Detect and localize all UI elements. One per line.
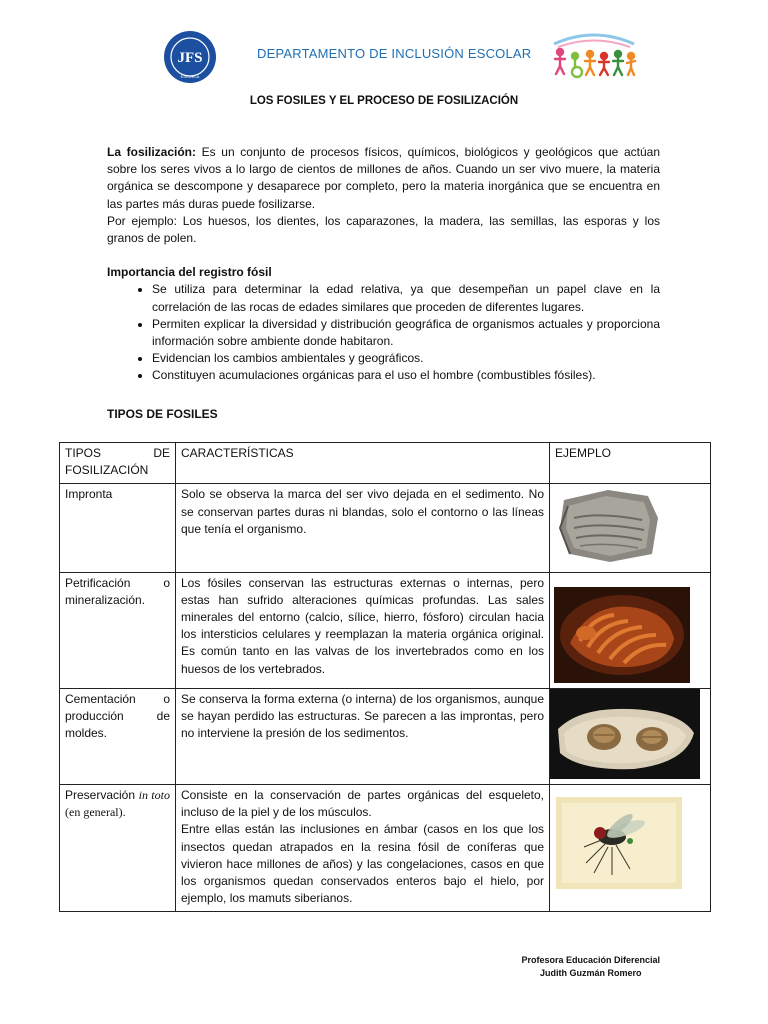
- definition-term: La fosilización:: [107, 145, 196, 159]
- page-header: [0, 26, 768, 90]
- list-item: • Evidencian los cambios ambientales y geográficos.: [152, 350, 660, 367]
- department-title: DEPARTAMENTO DE INCLUSIÓN ESCOLAR: [257, 46, 532, 61]
- svg-text:ESCUELA: ESCUELA: [180, 74, 200, 79]
- example-cell: [550, 688, 711, 784]
- characteristics-cell: Solo se observa la marca del ser vivo dejada en el sedimento. No se conservan partes duras ni blandas, solo el contorno o las líneas que tenía el organismo.: [176, 484, 550, 572]
- svg-text:JFS: JFS: [177, 50, 203, 66]
- trilobite-molds-image: [550, 689, 700, 779]
- definition-paragraph: [107, 144, 660, 213]
- type-cell: [60, 785, 176, 912]
- list-item: • Constituyen acumulaciones orgánicas para el uso el hombre (combustibles fósiles).: [152, 367, 660, 384]
- list-item: • Permiten explicar la diversidad y distribución geográfica de organismos actuales y proporciona información sobre ambiente donde habitaron.: [152, 316, 660, 350]
- intro-section: [107, 144, 660, 385]
- importance-heading: Importancia del registro fósil: [107, 265, 272, 280]
- characteristics-text: Consiste en la conservación de partes orgánicas del esqueleto, incluso de la piel y de los músculos.: [181, 788, 544, 820]
- characteristics-cell: Se conserva la forma externa (o interna) de los organismos, aunque se hayan perdido las estructuras. Se parecen a las improntas, pero no interviene la presión de los sedimentos.: [176, 688, 550, 784]
- table-row: [60, 688, 711, 784]
- type-italic: in toto: [138, 788, 170, 803]
- footer-role: Profesora Educación Diferencial: [521, 955, 660, 965]
- definition-text: Es un conjunto de procesos físicos, químicos, biológicos y geológicos que actúan sobre los seres vivos a lo largo de cientos de millones de años. Cuando un ser vivo muere, la materia orgánica se descompone y desaparece por completo, pero la materia inorgánica que se encuentra en las partes más duras puede fosilizarse.: [107, 145, 660, 211]
- table-header-row: [60, 443, 711, 484]
- type-main: Preservación: [65, 788, 136, 803]
- imprint-fossil-image: [550, 484, 700, 566]
- header-types-line1: TIPOS DE: [65, 446, 170, 460]
- example-cell: [550, 785, 711, 912]
- type-cell: Impronta: [60, 484, 176, 572]
- example-paragraph: Por ejemplo: Los huesos, los dientes, los caparazones, la madera, las semillas, las esporas y los granos de polen.: [107, 213, 660, 246]
- fossil-types-table: [59, 442, 711, 912]
- table-row: [60, 484, 711, 572]
- type-cell: Cementación o producción de moldes.: [60, 688, 176, 784]
- header-cell-example: EJEMPLO: [550, 443, 711, 484]
- footer-author: Judith Guzmán Romero: [539, 968, 642, 978]
- header-cell-characteristics: CARACTERÍSTICAS: [176, 443, 550, 484]
- header-cell-types: [60, 443, 176, 484]
- table-row: [60, 785, 711, 912]
- example-cell: [550, 484, 711, 572]
- characteristics-cell: [176, 785, 550, 912]
- characteristics-cell: Los fósiles conservan las estructuras externas o internas, pero estas han sufrido alteraciones químicas profundas. Las sales minerales del entorno (calcio, sílice, hierro, fósforo) circulan hacia los intersticios celulares y reemplazan la materia orgánica original. Es común tanto en las valvas de los invertebrados como en los huesos de los vertebrados.: [176, 572, 550, 688]
- type-tail: (en general).: [65, 805, 126, 820]
- importance-list: [107, 281, 660, 384]
- type-cell: Petrificación o mineralización.: [60, 572, 176, 688]
- table-row: [60, 572, 711, 688]
- list-item: • Se utiliza para determinar la edad relativa, ya que desempeñan un papel clave en la correlación de las rocas de edades similares que proceden de diferentes lugares.: [152, 281, 660, 315]
- example-cell: [550, 572, 711, 688]
- amber-insect-image: [550, 785, 700, 895]
- footer: [521, 954, 660, 980]
- types-heading: TIPOS DE FOSILES: [107, 407, 218, 421]
- petrified-fossil-image: [550, 573, 700, 683]
- school-logo: [163, 30, 217, 84]
- document-title: LOS FOSILES Y EL PROCESO DE FOSILIZACIÓN: [249, 95, 519, 107]
- header-types-line2: FOSILIZACIÓN: [65, 463, 149, 478]
- characteristics-text-2: Entre ellas están las inclusiones en ámbar (casos en los que los insectos quedan atrapados en la resina fósil de coníferas que vivieron hace millones de años) y las congelaciones, casos en que los organismos quedan conservados enteros bajo el hielo, por ejemplo, los mamuts siberianos.: [181, 822, 544, 906]
- inclusion-logo: [548, 32, 640, 80]
